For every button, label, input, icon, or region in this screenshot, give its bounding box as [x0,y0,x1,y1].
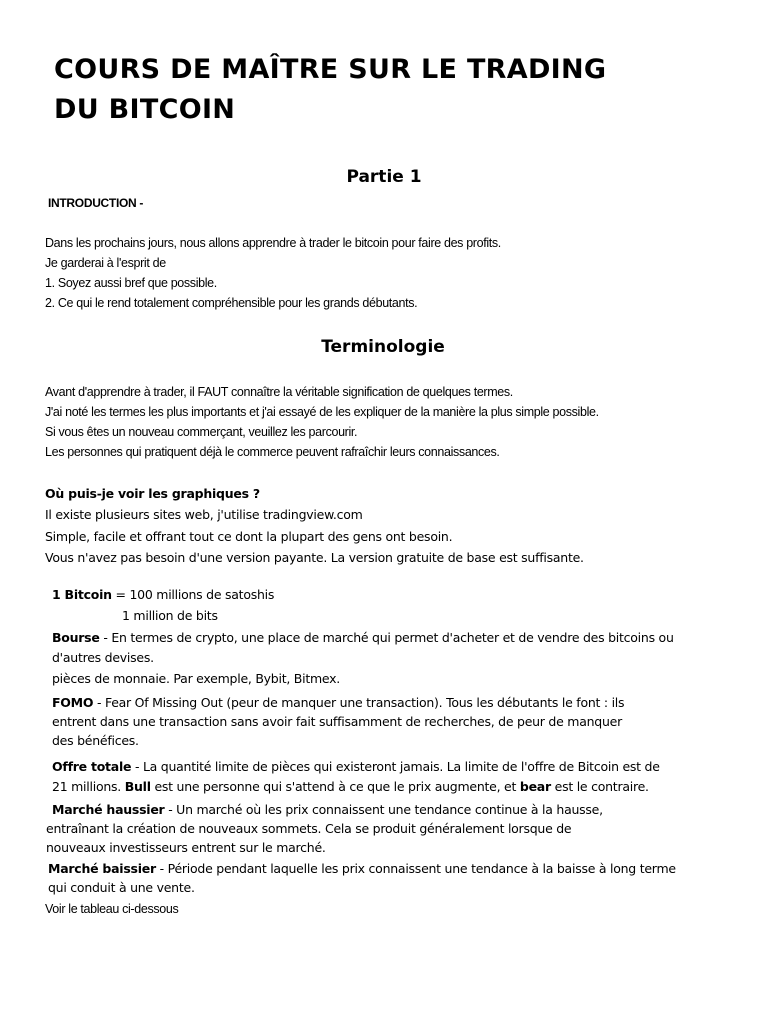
glossary-term: Bull [124,779,151,794]
charts-line: Simple, facile et offrant tout ce dont la plupart des gens ont besoin. [45,529,453,544]
glossary-definition: pièces de monnaie. Par exemple, Bybit, Bitmex. [52,671,341,686]
glossary-definition: - Un marché où les prix connaissent une tendance continue à la hausse, [164,802,603,817]
glossary-entry-marche-baissier [48,858,676,879]
glossary-definition: entrent dans une transaction sans avoir fait suffisamment de recherches, de peur de manquer [52,714,622,729]
glossary-definition: - En termes de crypto, une place de marché qui permet d'acheter et de vendre des bitcoins ou [99,630,674,645]
part-heading: Partie 1 [346,167,422,187]
glossary-term: bear [519,779,551,794]
terminology-line: Avant d'apprendre à trader, il FAUT connaître la véritable signification de quelques termes. [45,385,513,399]
title-line-2: DU BITCOIN [54,94,236,125]
glossary-definition: est une personne qui s'attend à ce que le prix augmente, et [150,779,520,794]
glossary-entry-bourse [52,627,674,648]
glossary-definition: - Fear Of Missing Out (peur de manquer une transaction). Tous les débutants le font : ils [93,695,625,710]
glossary-term: 1 Bitcoin [52,587,112,602]
terminology-line: J'ai noté les termes les plus importants et j'ai essayé de les expliquer de la manière la plus simple possible. [45,405,599,419]
glossary-definition: qui conduit à une vente. [48,880,195,895]
glossary-entry-offre-totale [52,756,660,777]
glossary-definition: entraînant la création de nouveaux sommets. Cela se produit généralement lorsque de [46,821,572,836]
glossary-entry-fomo [52,692,624,713]
intro-line: Dans les prochains jours, nous allons apprendre à trader le bitcoin pour faire des profits. [45,236,501,250]
glossary-definition: - La quantité limite de pièces qui existeront jamais. La limite de l'offre de Bitcoin est de [131,759,660,774]
glossary-definition: - Période pendant laquelle les prix connaissent une tendance à la baisse à long terme [155,861,676,876]
glossary-term: Marché baissier [48,861,156,876]
glossary-definition: = 100 millions de satoshis [111,587,275,602]
glossary-definition: des bénéfices. [52,733,139,748]
terminology-line: Les personnes qui pratiquent déjà le commerce peuvent rafraîchir leurs connaissances. [45,445,500,459]
charts-line: Vous n'avez pas besoin d'une version payante. La version gratuite de base est suffisante. [45,550,584,565]
intro-line: Je garderai à l'esprit de [45,256,166,270]
glossary-definition: nouveaux investisseurs entrent sur le marché. [46,840,326,855]
charts-line: Il existe plusieurs sites web, j'utilise tradingview.com [45,507,363,522]
glossary-term: FOMO [52,695,94,710]
intro-line: 2. Ce qui le rend totalement compréhensible pour les grands débutants. [45,296,418,310]
glossary-entry-bull-bear [52,776,649,797]
charts-question: Où puis-je voir les graphiques ? [45,486,260,501]
document-title [54,50,606,130]
terminology-line: Si vous êtes un nouveau commerçant, veuillez les parcourir. [45,425,358,439]
glossary-definition: d'autres devises. [52,650,154,665]
table-reference: Voir le tableau ci-dessous [45,902,179,916]
glossary-term: Bourse [52,630,100,645]
glossary-definition: est le contraire. [550,779,649,794]
intro-line: 1. Soyez aussi bref que possible. [45,276,217,290]
intro-label: INTRODUCTION - [48,196,144,210]
glossary-definition: 1 million de bits [122,608,218,623]
glossary-term: Marché haussier [52,802,165,817]
glossary-entry-marche-haussier [52,799,603,820]
glossary-definition: 21 millions. [52,779,125,794]
terminology-heading: Terminologie [321,337,445,357]
glossary-entry-bitcoin [52,584,274,605]
title-line-1: COURS DE MAÎTRE SUR LE TRADING [54,54,607,85]
glossary-term: Offre totale [52,759,132,774]
